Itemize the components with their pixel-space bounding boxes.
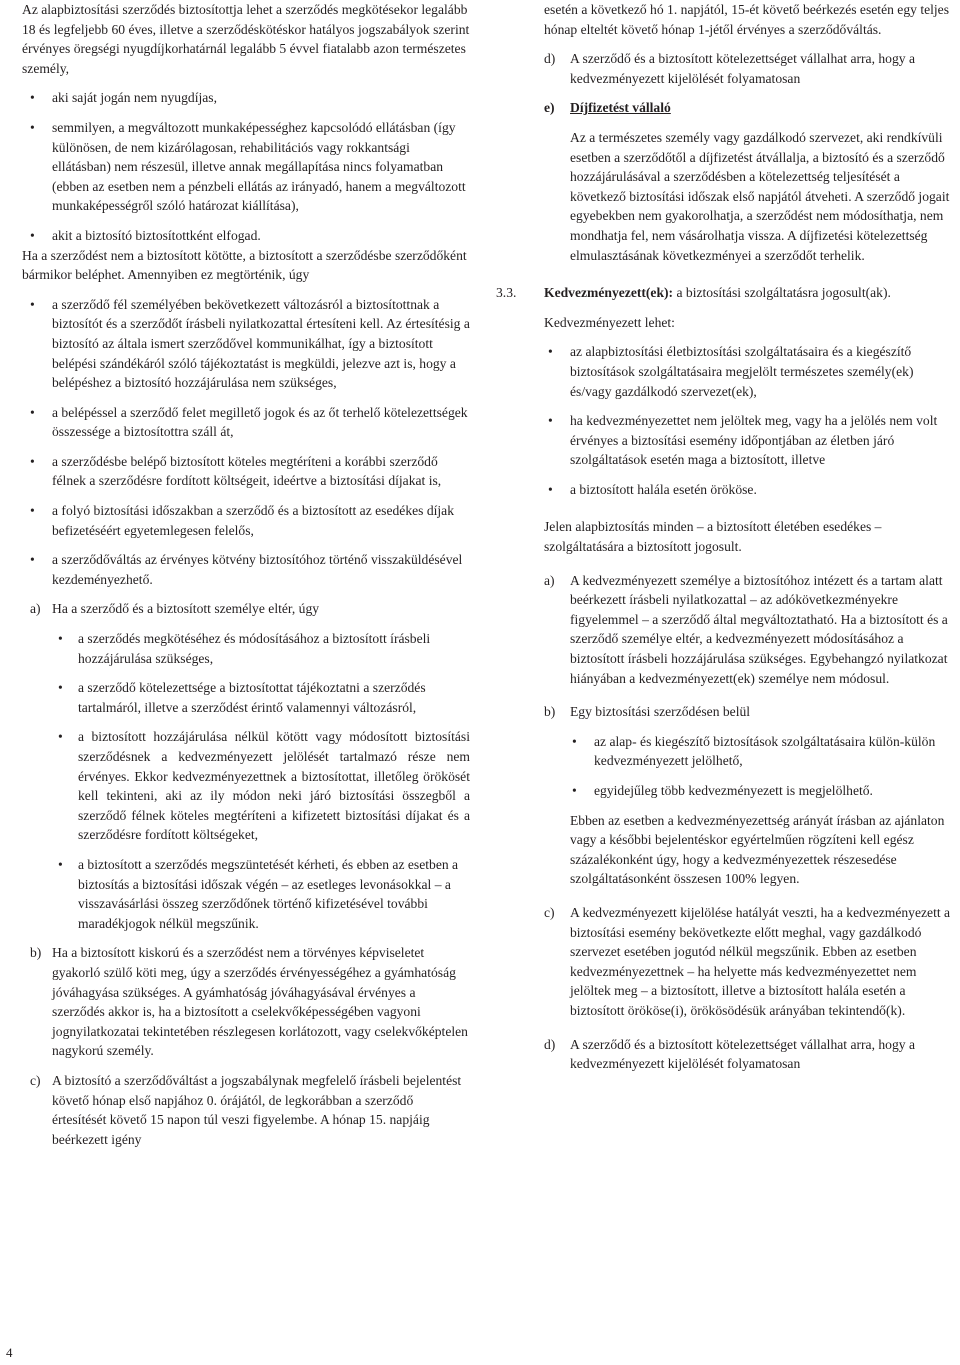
item-letter: d) [544,51,556,67]
list-item: • a biztosított a szerződés megszüntetését kérheti, és ebben az esetben a biztosítás a biztosítási időszak végén – az esetleges levonásokkal – a visszavásárlási összeg szerződőnek történő kifizetésével további maradékjogok nélkül megszűnik. [22,855,470,933]
list-item: • egyidejűleg több kedvezményezett is megjelölhető. [496,781,958,801]
lettered-item-b [496,702,958,722]
paragraph: Az a természetes személy vagy gazdálkodó szervezet, aki rendkívüli esetben a szerződőtől a díjfizetést átvállalja, a biztosító és a szerződő hozzájárulásával a szerződésben a kötelezettség teljesítését a következő biztosítási időszak első napjától átveheti. A szerződő jogait egyebekben nem gyakorolhatja, a szerződést nem módosíthatja, nem mondhatja fel, nem vásárolhatja vissza. A díjfizetési kötelezettség elmulasztásának következményei a szerződőt terhelik. [570,129,950,263]
item-text: A kedvezményezett személye a biztosítóhoz intézett és a tartam alatt beérkezett írásbeli nyilatkozattal – az adókövetkezményekre figyelemmel – a szerződő által megváltoztatható. Ha a biztosított és a szerződő személye eltér, a kedvezményezett módosításához a biztosított írásbeli hozzájárulása szükséges. Egybehangzó nyilatkozat hiányában a kedvezményezett(ek) személye nem módosul. [570,572,948,686]
item-text: Ha a szerződő és a biztosított személye eltér, úgy [52,601,320,617]
lettered-item-d [496,49,958,88]
lettered-item-b [22,943,470,1061]
list-item: • a szerződésbe belépő biztosított köteles megtéríteni a korábbi szerződő félnek a szerződésre fordított költségeit, ideértve a biztosítási díjakat is, [22,452,470,491]
list-item: • a folyó biztosítási időszakban a szerződő és a biztosított az esedékes díjak befizetéséért egyetemlegesen felelős, [22,501,470,540]
item-letter: a) [544,572,555,588]
section-heading [496,283,958,303]
section-number: 3.3. [496,285,517,301]
intro-paragraph: Az alapbiztosítási szerződés biztosítottja lehet a szerződés megkötésekor legalább 18 és legfeljebb 60 éves, illetve a szerződéskötéskor hatályos jogszabályok szerint érvényes öregségi nyugdíjkorhatárnál legalább 5 évvel fiatalabb azon természetes személy, [22,2,470,76]
item-text: A kedvezményezett kijelölése hatályát veszti, ha a kedvezményezett a biztosítási esemény bekövetkezte előtt meghal, vagy gazdálkodó szervezet esetében jogutód nélkül megszűnik. Ebben az esetben kedvezményezettnek – ha helyette más kedvezményezettet nem jelöltek meg – a biztosított, illetve a biztosított halála esetén a biztosított örököse(i), örökösödésük arányában tekintendő(k). [570,904,951,1018]
paragraph: Ha a szerződést nem a biztosított kötötte, a biztosított a szerződésbe szerződőként bármikor beléphet. Amennyiben ez megtörténik, úgy [22,247,467,283]
continued-text: esetén a következő hó 1. napjától, 15-ét követő beérkezés esetén egy teljes hónap elteltét követő hónap 1-jétől érvényes a szerződőváltás. [544,2,950,37]
paragraph: Kedvezményezett lehet: [544,314,675,330]
item-letter: b) [544,704,556,720]
lettered-item-c [22,1071,470,1149]
list-item: • a biztosított halála esetén örököse. [496,480,958,500]
left-column [22,0,470,1149]
list-item: • a szerződő kötelezettsége a biztosítottat tájékoztatni a szerződés tartalmáról, illetve a szerződést érintő valamennyi változásról, [22,678,470,717]
lettered-item-a [496,571,958,689]
item-text: A szerződő és a biztosított kötelezettséget vállalhat arra, hogy a kedvezményezett kijelölését folyamatosan [570,51,916,86]
item-text: A biztosító a szerződőváltást a jogszabálynak megfelelő írásbeli bejelentést követő hónap első napjához 0. órájától, de legkorábban a szerződő értesítését követő 15 napon túl veszi figyelembe. A hónap 15. napjáig beérkezett igény [52,1072,462,1147]
section-title: Kedvezményezett(ek): [544,285,674,301]
list-item: • semmilyen, a megváltozott munkaképességhez kapcsolódó ellátásban (így különösen, de nem kizárólagosan, rehabilitációs vagy rokkantsági ellátásban) nem részesül, illetve annak megállapítása nincs folyamatban (ebben az esetben nem a pénzbeli ellátás az irányadó, hanem a megváltozott munkaképességről szóló határozat kiállítása), [22,118,470,216]
item-letter: e) [544,100,555,116]
lettered-item-a [22,599,470,619]
paragraph: Jelen alapbiztosítás minden – a biztosított életében esedékes – szolgáltatására a biztosított jogosult. [544,519,882,555]
item-letter: a) [30,601,41,617]
item-letter: c) [544,904,555,920]
list-item: • a belépéssel a szerződő felet megillető jogok és az őt terhelő kötelezettségek összessége a biztosítottra száll át, [22,403,470,442]
item-title: Díjfizetést vállaló [570,100,671,116]
list-item: • az alap- és kiegészítő biztosítások szolgáltatásaira külön-külön kedvezményezett jelölhető, [496,732,958,771]
item-letter: b) [30,945,42,961]
list-item: • az alapbiztosítási életbiztosítási szolgáltatásaira és a kiegészítő biztosítások szolgáltatásaira megjelölt természetes személy(ek) és/vagy gazdálkodó szervezet(ek), [496,342,958,401]
section-text: a biztosítási szolgáltatásra jogosult(ak). [673,285,891,301]
lettered-item-e [496,98,958,118]
item-text: Ha a biztosított kiskorú és a szerződést nem a törvényes képviseletet gyakorló szülő köti meg, úgy a szerződés érvényességéhez a gyámhatóság jóváhagyása szükséges. A gyámhatóság jóváhagyásával érvényes a szerződés akkor is, ha a biztosított a cselekvőképességében vagyoni jognyilatkozatai tekintetében részlegesen korlátozott, vagy cselekvőképtelen nagykorú személy. [52,945,468,1059]
lettered-item-c [496,903,958,1021]
item-text: A szerződő és a biztosított kötelezettséget vállalhat arra, hogy a kedvezményezett kijelölését folyamatosan [570,1036,916,1072]
right-column [496,0,958,1074]
list-item: • a szerződés megkötéséhez és módosításához a biztosított írásbeli hozzájárulása szükséges, [22,629,470,668]
list-item: • akit a biztosító biztosítottként elfogad. [22,226,470,246]
paragraph: Ebben az esetben a kedvezményezettség arányát írásban az ajánlaton vagy a későbbi bejelentéskor egyértelműen rögzíteni kell egész százalékonként úgy, hogy a kedvezményezettek részesedése szolgáltatásonként összesen 100% legyen. [570,812,945,887]
list-item: • a szerződő fél személyében bekövetkezett változásról a biztosítottnak a biztosítót és a szerződőt írásbeli nyilatkozattal értesíteni kell. Az értesítésig a biztosító az általa ismert szerződővel kommunikálhat, így a biztosított belépési szándékáról szóló tájékoztatást is megküldi, jelezve azt is, hogy a belépéshez a biztosító hozzájárulása nem szükséges, [22,295,470,393]
list-item: • a biztosított hozzájárulása nélkül kötött vagy módosított biztosítási szerződésnek a kedvezményezett jelölését tartalmazó része nem érvényes. Ekkor kedvezményezettnek a biztosítottat, illetőleg örökösét kell tekinteni, aki az ily módon neki járó biztosítási összegből a szerződő félnek köteles megtéríteni a kifizetett biztosítási díjakat és a szerződésre fordított költségeket, [22,727,470,845]
page-number: 4 [6,1345,13,1360]
item-text: Egy biztosítási szerződésen belül [570,704,751,720]
list-item: • a szerződőváltás az érvényes kötvény biztosítóhoz történő visszaküldésével kezdeményezhető. [22,550,470,589]
item-letter: c) [30,1072,41,1088]
list-item: • aki saját jogán nem nyugdíjas, [22,88,470,108]
item-letter: d) [544,1036,556,1052]
lettered-item-d [496,1035,958,1074]
list-item: • ha kedvezményezettet nem jelöltek meg, vagy ha a jelölés nem volt érvényes a biztosítási esemény időpontjában az életben járó szolgáltatások esetén maga a biztosított, illetve [496,411,958,470]
